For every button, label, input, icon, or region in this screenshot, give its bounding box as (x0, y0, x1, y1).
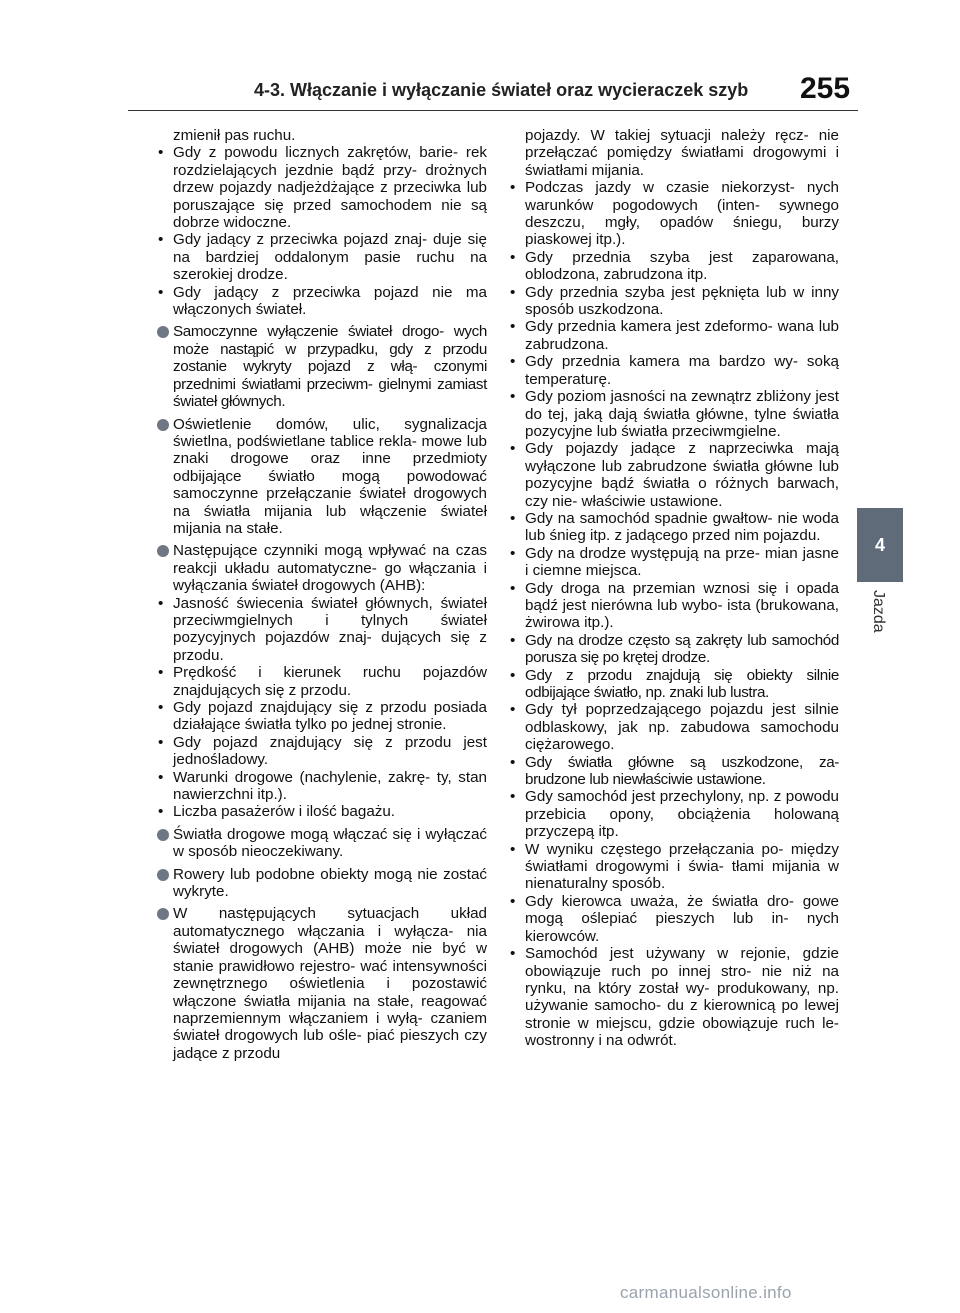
circle-bullet-icon (157, 908, 169, 920)
note-paragraph (157, 905, 487, 1062)
note-text: Rowery lub podobne obiekty mogą nie zostać wykryte. (173, 865, 487, 901)
circle-bullet-icon (157, 869, 169, 881)
bullet-item: • Gdy samochód jest przechylony, np. z powodu przebicia opony, obciążenia holowaną przyczepą itp. (509, 788, 839, 840)
note-text: W następujących sytuacjach układ automatycznego włączania i wyłącza- nia świateł drogowych (AHB) może nie być w stanie prawidłowo rejestro- wać intensywności zewnętrznego oświetlenia i pozostawić włączone światła mijania na stałe, reagować naprzemiennym włączaniem i wyłą- czaniem świateł drogowych lub ośle- piać pieszych czy jadące z przodu (173, 905, 487, 1062)
bullet-item: • Gdy przednia kamera ma bardzo wy- soką temperaturę. (509, 353, 839, 388)
note-text: Następujące czynniki mogą wpływać na czas reakcji układu automatyczne- go włączania i wyłączania świateł drogowych (AHB): (173, 542, 487, 595)
right-column (509, 127, 839, 1050)
bullet-item: • Jasność świecenia świateł głównych, świateł przeciwmgielnych i tylnych świateł pozycyjnych pojazdów znaj- dujących się z przodu. (157, 595, 487, 665)
bullet-item: • Gdy pojazd znajdujący się z przodu jest jednośladowy. (157, 734, 487, 769)
note-text: Oświetlenie domów, ulic, sygnalizacja świetlna, podświetlane tablice rekla- mowe lub znaki drogowe oraz inne przedmioty odbijające światło mogą powodować samoczynne przełączanie świateł drogowych na światła mijania lub włączenie świateł mijania na stałe. (173, 415, 487, 537)
bullet-item: • Prędkość i kierunek ruchu pojazdów znajdujących się z przodu. (157, 664, 487, 699)
bullet-item: • Liczba pasażerów i ilość bagażu. (157, 803, 487, 820)
note-text: Samoczynne wyłączenie świateł drogo- wych może nastąpić w przypadku, gdy z przodu zostanie wykryty pojazd z włą- czonymi przednimi światłami przeciwm- gielnymi zamiast świateł głównych. (173, 323, 487, 411)
bullet-item: • Gdy tył poprzedzającego pojazdu jest silnie odblaskowy, jak np. zabudowa samochodu ciężarowego. (509, 701, 839, 753)
continuation-text: pojazdy. W takiej sytuacji należy ręcz- nie przełączać pomiędzy światłami drogowymi i światłami mijania. (525, 127, 839, 179)
bullet-item: • Gdy przednia kamera jest zdeformo- wana lub zabrudzona. (509, 318, 839, 353)
section-title: 4-3. Włączanie i wyłączanie świateł oraz wycieraczek szyb (254, 80, 749, 100)
bullet-item: • Gdy przednia szyba jest pęknięta lub w inny sposób uszkodzona. (509, 284, 839, 319)
page-number: 255 (800, 72, 851, 105)
watermark: carmanualsonline.info (620, 1283, 792, 1302)
note-paragraph (157, 323, 487, 410)
note-text: Światła drogowe mogą włączać się i wyłączać w sposób nieoczekiwany. (173, 825, 487, 861)
chapter-tab-label: Jazda (870, 590, 887, 633)
bullet-item: • Gdy na drodze często są zakręty lub samochód porusza się po krętej drodze. (509, 632, 839, 667)
chapter-tab[interactable]: 4 (857, 508, 903, 582)
bullet-item: • Samochód jest używany w rejonie, gdzie obowiązuje ruch po innej stro- nie niż na rynku, na który został wy- produkowany, np. używanie samocho- du z kierownicą po lewej stronie w miejscu, gdzie obowiązuje ruch le- wostronny i na odwrót. (509, 945, 839, 1049)
bullet-item: • W wyniku częstego przełączania po- między światłami drogowymi i świa- tłami mijania w nienaturalny sposób. (509, 841, 839, 893)
bullet-item: • Gdy jadący z przeciwka pojazd znaj- duje się na bardziej oddalonym pasie ruchu na szerokiej drodze. (157, 231, 487, 283)
bullet-item: • Gdy z przodu znajdują się obiekty silnie odbijające światło, np. znaki lub lustra. (509, 667, 839, 702)
bullet-item: • Podczas jazdy w czasie niekorzyst- nych warunków pogodowych (inten- sywnego deszczu, mgły, opadów śniegu, burzy piaskowej itp.). (509, 179, 839, 249)
note-paragraph (157, 416, 487, 538)
continuation-text: zmienił pas ruchu. (173, 127, 296, 144)
bullet-item: • Gdy przednia szyba jest zaparowana, oblodzona, zabrudzona itp. (509, 249, 839, 284)
bullet-item: • Gdy poziom jasności na zewnątrz zbliżony jest do tej, jaką dają światła główne, tylne światła pozycyjne lub światła przeciwmgielne. (509, 388, 839, 440)
header-rule (128, 110, 858, 111)
bullet-item: • Gdy na samochód spadnie gwałtow- nie woda lub śnieg itp. z jadącego przed nim pojazdu. (509, 510, 839, 545)
circle-bullet-icon (157, 545, 169, 557)
left-column (157, 127, 487, 1062)
bullet-item: • Gdy pojazd znajdujący się z przodu posiada działające światła tylko po jednej stronie. (157, 699, 487, 734)
circle-bullet-icon (157, 326, 169, 338)
note-paragraph (157, 866, 487, 901)
bullet-item: • Warunki drogowe (nachylenie, zakrę- ty, stan nawierzchni itp.). (157, 769, 487, 804)
circle-bullet-icon (157, 419, 169, 431)
note-paragraph (157, 542, 487, 594)
bullet-item: • Gdy z powodu licznych zakrętów, barie- rek rozdzielających jezdnie bądź przy- drożnych drzew pojazdy nadjeżdżające z przeciwka lub poruszające się przed samochodem nie są dobrze widoczne. (157, 144, 487, 231)
bullet-item: • Gdy pojazdy jadące z naprzeciwka mają wyłączone lub zabrudzone światła główne lub pozycyjne bądź światła o różnych barwach, czy nie- właściwie ustawione. (509, 440, 839, 510)
bullet-item: • Gdy światła główne są uszkodzone, za- brudzone lub niewłaściwie ustawione. (509, 754, 839, 789)
circle-bullet-icon (157, 829, 169, 841)
note-paragraph (157, 826, 487, 861)
bullet-item: • Gdy jadący z przeciwka pojazd nie ma włączonych świateł. (157, 284, 487, 319)
bullet-item: • Gdy na drodze występują na prze- mian jasne i ciemne miejsca. (509, 545, 839, 580)
bullet-item: • Gdy droga na przemian wznosi się i opada bądź jest nierówna lub wybo- ista (brukowana, żwirowa itp.). (509, 580, 839, 632)
bullet-item: • Gdy kierowca uważa, że światła dro- gowe mogą oślepiać pieszych lub in- nych kierowców. (509, 893, 839, 945)
